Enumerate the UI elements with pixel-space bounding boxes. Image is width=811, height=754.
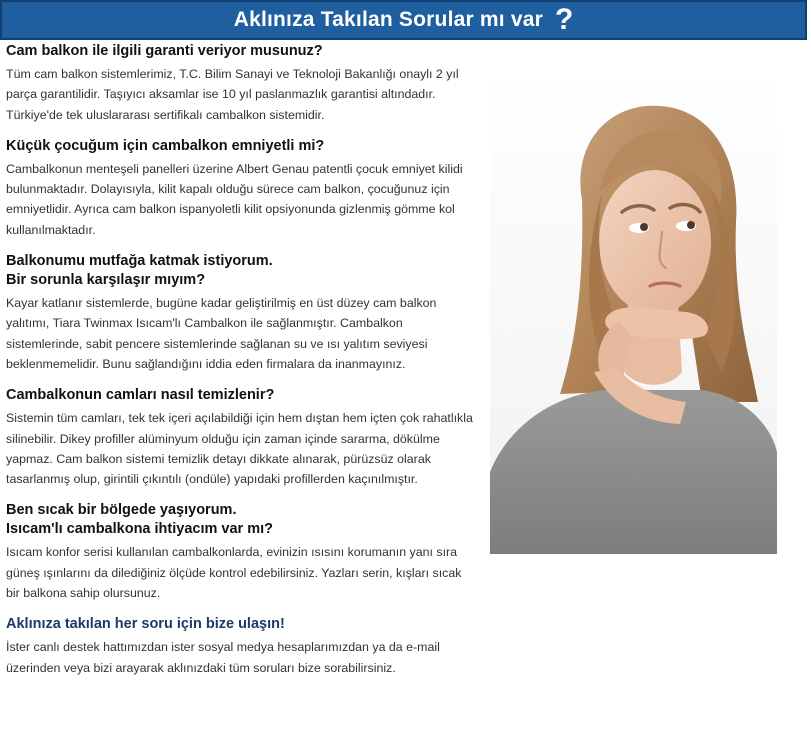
faq-question-line: Ben sıcak bir bölgede yaşıyorum. <box>6 502 237 519</box>
faq-answer: Tüm cam balkon sistemlerimiz, T.C. Bilim Sanayi ve Teknoloji Bakanlığı onaylı 2 yıl parça garantilidir. Taşıyıcı aksamlar ise 10 yıl paslanmazlık garantisi altındadır. Türkiye'de tek uluslararası sertifikalı cambalkon sistemidir. <box>6 67 459 122</box>
faq-list <box>6 42 476 678</box>
faq-question-line: Aklınıza takılan her soru için bize ulaşın! <box>6 616 285 633</box>
faq-item <box>6 386 476 489</box>
faq-answer: Cambalkonun menteşeli panelleri üzerine Albert Genau patentli çocuk emniyet kilidi bulunmaktadır. Dolayısıyla, kilit kapalı olduğu sürece cam balkon, çocuğunuz için emniyetlidir. Ayrıca cam balkon ispanyoletli kilit opsiyonunda gizlenmiş gömme kol kullanılmaktadır. <box>6 161 463 237</box>
faq-question-line: Isıcam'lı cambalkona ihtiyacım var mı? <box>6 521 273 538</box>
faq-question <box>6 615 476 634</box>
woman-illustration <box>490 72 777 554</box>
faq-header-title: Aklınıza Takılan Sorular mı var <box>233 8 543 31</box>
faq-item <box>6 137 476 240</box>
faq-item <box>6 42 476 125</box>
faq-question-line: Bir sorunla karşılaşır mıyım? <box>6 272 206 289</box>
faq-question <box>6 386 476 405</box>
faq-question-line: Cam balkon ile ilgili garanti veriyor musunuz? <box>6 43 323 59</box>
faq-answer: İster canlı destek hattımızdan ister sosyal medya hesaplarımızdan ya da e-mail üzerinden veya bizi arayarak aklınızdaki tüm soruları bize sorabilirsiniz. <box>6 640 440 675</box>
faq-header-banner <box>0 0 807 40</box>
faq-question <box>6 252 476 290</box>
faq-answer: Sistemin tüm camları, tek tek içeri açılabildiği için hem dıştan hem içten çok rahatlıkla silinebilir. Dikey profiller alüminyum olduğu için zaman içinde sararma, dökülme yapmaz. Cam balkon sistemi temizlik detayı dikkate alınarak, pürüzsüz olarak tasarlanmış olup, girintili çıkıntılı (ondüle) yapıdaki profillerden kaçınılmıştır. <box>6 411 473 487</box>
faq-item <box>6 252 476 374</box>
faq-question <box>6 501 476 539</box>
faq-question <box>6 42 476 61</box>
faq-contact-cta <box>6 615 476 678</box>
faq-item <box>6 501 476 603</box>
question-mark-icon: ? <box>554 3 574 36</box>
thoughtful-woman-photo <box>490 72 777 554</box>
faq-answer: Isıcam konfor serisi kullanılan cambalkonlarda, evinizin ısısını korumanın yanı sıra güneş ışınlarını da dilediğiniz ölçüde kontrol edebilirsiniz. Yazları serin, kışları sıcak bir balkona sahip olursunuz. <box>6 545 462 601</box>
faq-question <box>6 137 476 156</box>
faq-question-line: Cambalkonun camları nasıl temizlenir? <box>6 387 275 404</box>
faq-answer: Kayar katlanır sistemlerde, bugüne kadar geliştirilmiş en üst düzey cam balkon yalıtımı, Tiara Twinmax Isıcam'lı Cambalkon ile sağlanmıştır. Cambalkon sistemlerinde, sabit pencere sistemlerinde sağlanan su ve ısı yalıtım seviyesi beklenmemelidir. Bunu sağlandığını iddia eden firmalara da inanmayınız. <box>6 296 437 371</box>
faq-question-line: Küçük çocuğum için cambalkon emniyetli mi? <box>6 137 325 154</box>
faq-question-line: Balkonumu mutfağa katmak istiyorum. <box>6 253 273 270</box>
